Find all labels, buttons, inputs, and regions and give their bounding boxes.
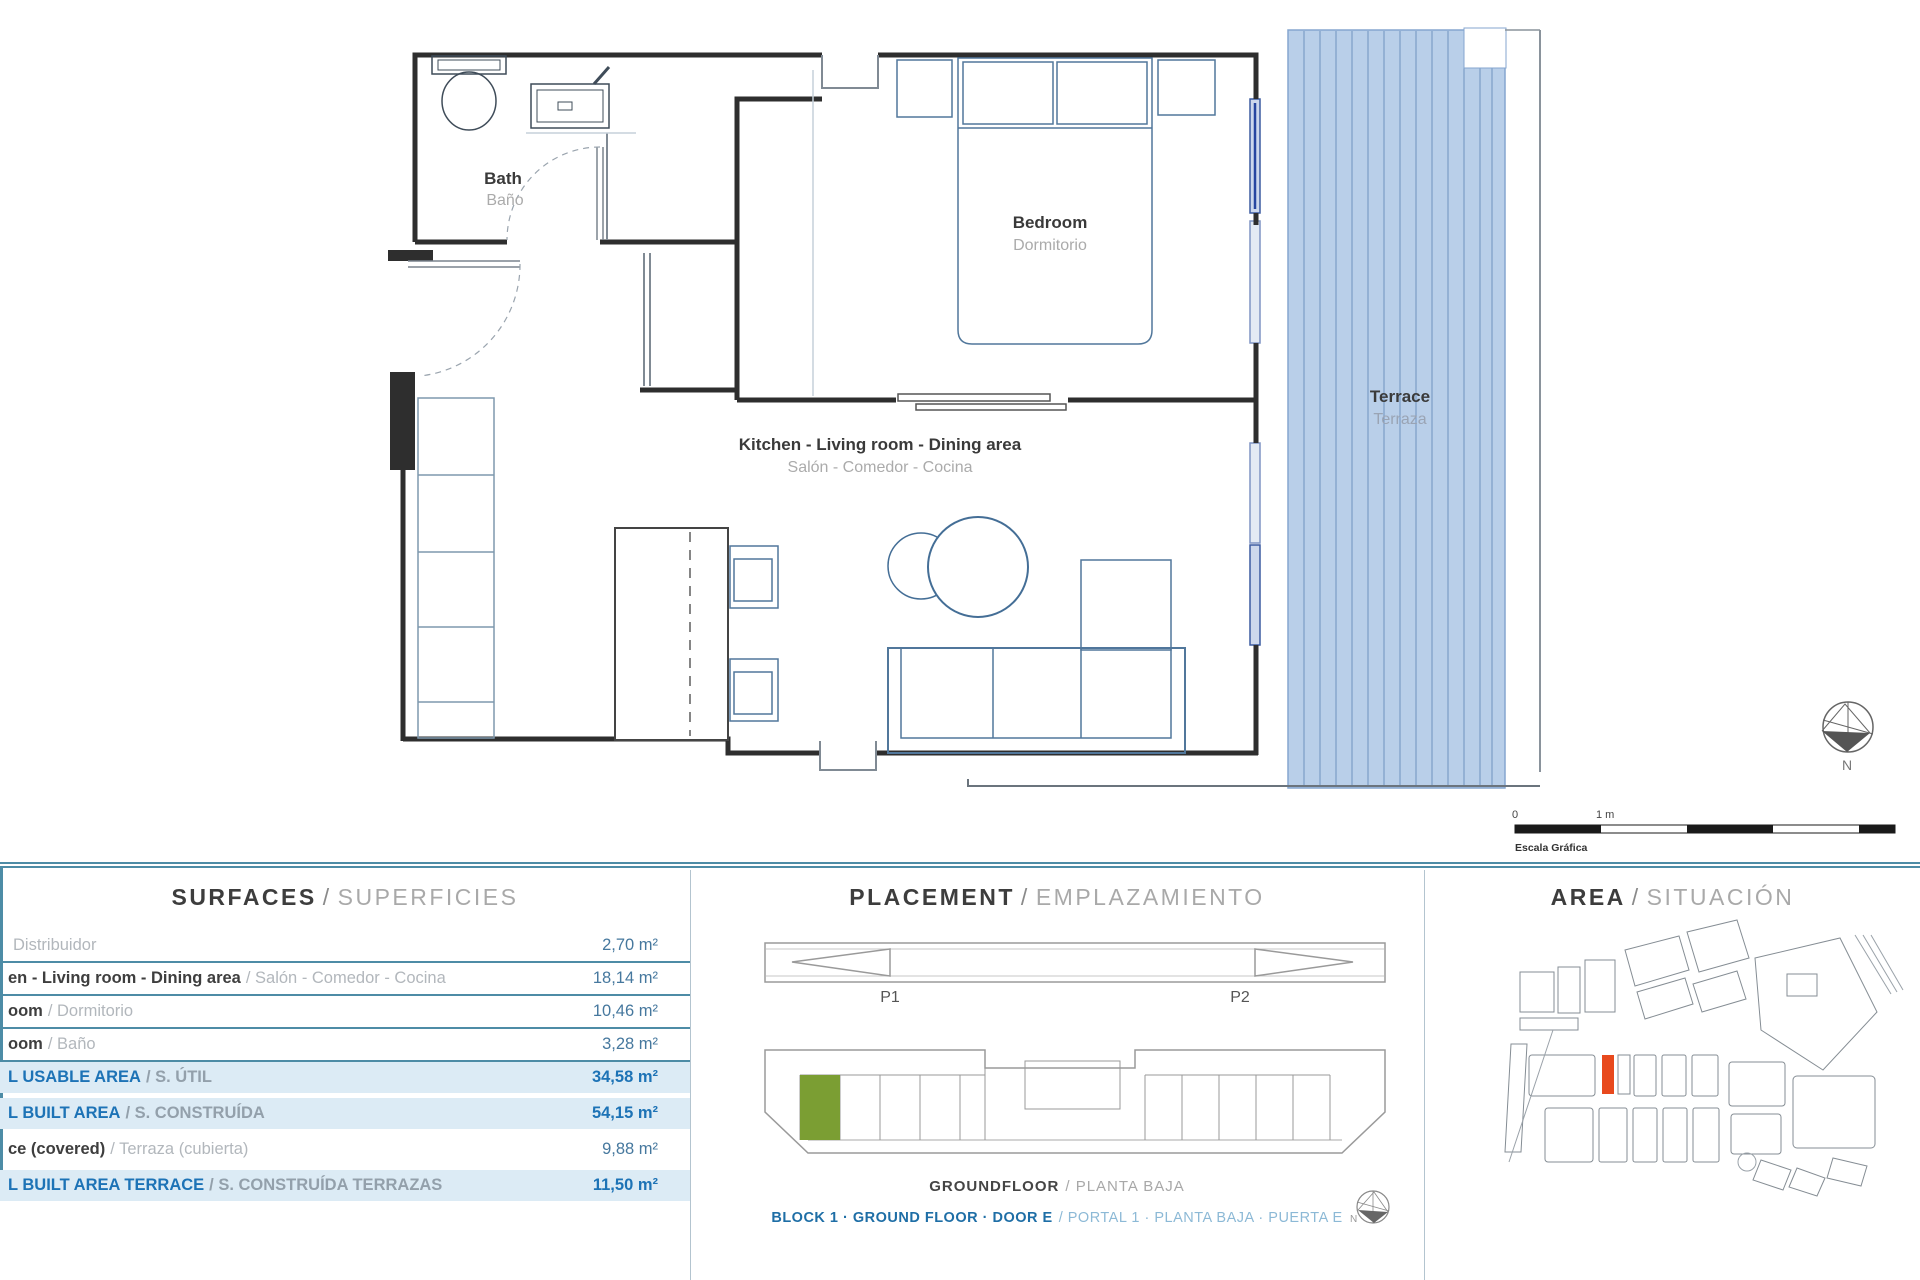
surfaces-table bbox=[0, 930, 690, 1206]
placement-section bbox=[690, 862, 1424, 1280]
info-panel bbox=[0, 862, 1920, 1280]
bath-label: Bath bbox=[484, 169, 522, 188]
area-section bbox=[1425, 862, 1920, 1280]
bedroom-label-es: Dormitorio bbox=[1013, 237, 1087, 254]
terrace-label-es: Terraza bbox=[1373, 411, 1427, 428]
table-row: oom / Dormitorio 10,46 m² bbox=[0, 996, 690, 1029]
unit-caption bbox=[690, 1210, 1424, 1226]
bedroom-label: Bedroom bbox=[1012, 213, 1088, 232]
area-title-en: AREA bbox=[1550, 884, 1626, 910]
kitchen-island bbox=[615, 528, 728, 740]
bed bbox=[958, 58, 1152, 344]
living-label-es: Salón - Comedor - Cocina bbox=[787, 459, 973, 476]
table-row-total-usable: L USABLE AREA / S. ÚTIL 34,58 m² bbox=[0, 1062, 690, 1093]
nightstand-right bbox=[1158, 60, 1215, 115]
table-row: oom / Baño 3,28 m² bbox=[0, 1029, 690, 1062]
portal-1-label: P1 bbox=[880, 989, 900, 1006]
portal-2-label: P2 bbox=[1230, 989, 1250, 1006]
table-row: Distribuidor 2,70 m² bbox=[0, 930, 690, 963]
wall-stub bbox=[388, 250, 433, 261]
scale-zero: 0 bbox=[1512, 809, 1519, 821]
surfaces-section bbox=[0, 862, 690, 1280]
terrace-label: Terrace bbox=[1369, 387, 1431, 406]
surfaces-title-sep: / bbox=[322, 884, 332, 910]
living-label: Kitchen - Living room - Dining area bbox=[738, 435, 1022, 454]
compass-icon bbox=[1822, 702, 1873, 773]
entry-door bbox=[408, 261, 520, 376]
unit-caption-en: BLOCK 1 · GROUND FLOOR · DOOR E bbox=[771, 1210, 1053, 1226]
table-row: en - Living room - Dining area / Salón - Comedor - Cocina 18,14 m² bbox=[0, 963, 690, 996]
round-table bbox=[928, 517, 1028, 617]
scale-bar bbox=[1512, 809, 1895, 854]
placement-title-es: EMPLAZAMIENTO bbox=[1035, 884, 1265, 910]
chairs bbox=[730, 546, 778, 721]
nightstand-left bbox=[897, 60, 952, 117]
kitchen-cabinets bbox=[418, 398, 494, 738]
table-row: ce (covered) / Terraza (cubierta) 9,88 m² bbox=[8, 1140, 658, 1158]
floor-caption-es: / PLANTA BAJA bbox=[1065, 1178, 1185, 1195]
sink-icon bbox=[531, 67, 609, 128]
toilet-icon bbox=[432, 56, 506, 130]
unit-caption-es: / PORTAL 1 · PLANTA BAJA · PUERTA E bbox=[1058, 1210, 1343, 1226]
bath-label-es: Baño bbox=[486, 192, 524, 209]
surfaces-title bbox=[0, 884, 690, 911]
floor-caption bbox=[690, 1178, 1424, 1195]
placement-compass-n: N bbox=[1350, 1214, 1358, 1225]
table-row-total-built: L BUILT AREA / S. CONSTRUÍDA 54,15 m² bbox=[0, 1098, 690, 1129]
placement-title-en: PLACEMENT bbox=[849, 884, 1015, 910]
area-title-es: SITUACIÓN bbox=[1646, 884, 1795, 910]
floor-caption-en: GROUNDFLOOR bbox=[929, 1178, 1060, 1195]
wall-pier bbox=[390, 372, 415, 470]
placement-title-sep: / bbox=[1020, 884, 1030, 910]
area-title-sep: / bbox=[1631, 884, 1641, 910]
table-row-total-terrace: L BUILT AREA TERRACE / S. CONSTRUÍDA TERRAZAS 11,50 m² bbox=[0, 1170, 690, 1201]
compass-n-label: N bbox=[1841, 757, 1853, 773]
highlighted-unit bbox=[800, 1075, 840, 1140]
scale-one-m: 1 m bbox=[1596, 809, 1615, 821]
surfaces-title-es: SUPERFICIES bbox=[337, 884, 519, 910]
surfaces-title-en: SURFACES bbox=[171, 884, 317, 910]
bedroom-sliding-door bbox=[898, 394, 1066, 410]
highlighted-parcel bbox=[1602, 1055, 1614, 1094]
location-map bbox=[1425, 862, 1920, 1280]
scale-caption: Escala Gráfica bbox=[1515, 842, 1588, 854]
